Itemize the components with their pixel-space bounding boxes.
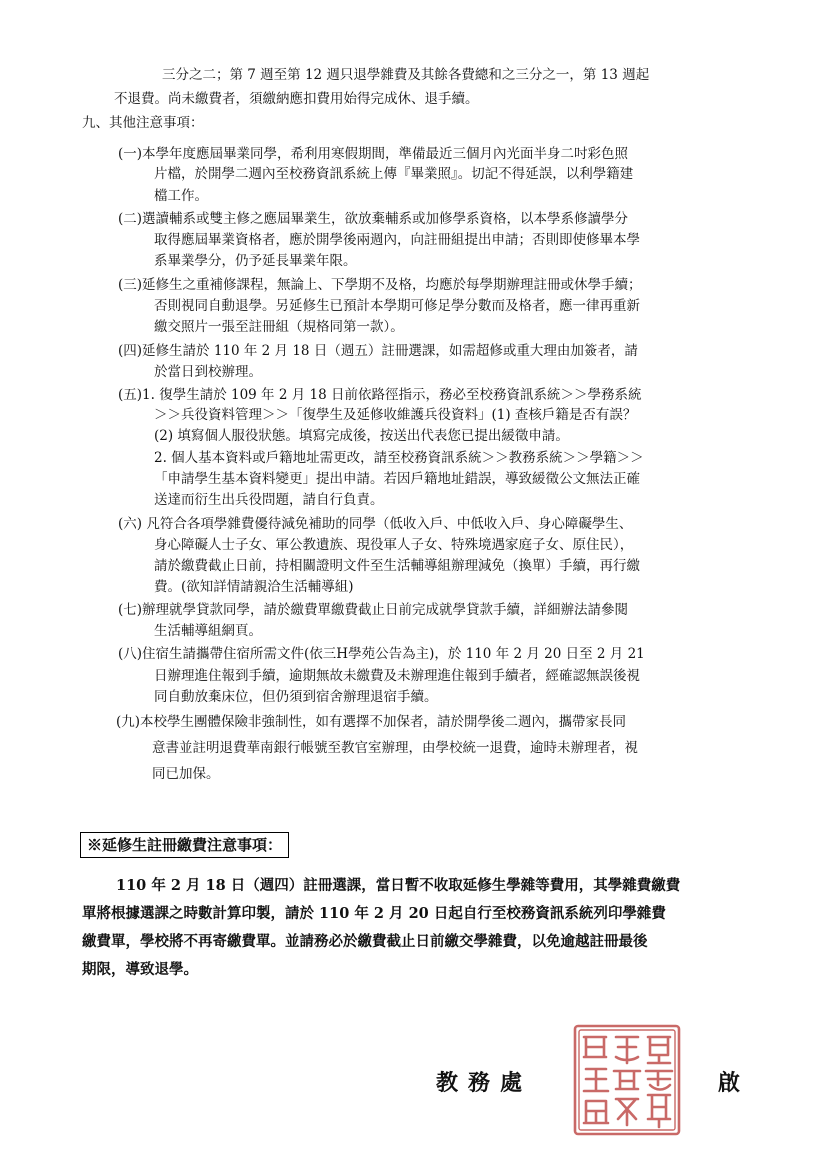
text-line: 三分之二；第 7 週至第 12 週只退學雜費及其餘各費總和之三分之一，第 13 週起	[162, 67, 650, 83]
text-line: 身心障礙人士子女、軍公教遺族、現役軍人子女、特殊境遇家庭子女、原住民），	[154, 537, 634, 553]
section-heading: 九、其他注意事項：	[82, 115, 204, 131]
text-line: 繳交照片一張至註冊組（規格同第一款）。	[154, 319, 404, 335]
text-line: 取得應屆畢業資格者，應於開學後兩週內，向註冊組提出申請；否則即使修畢本學	[154, 232, 640, 248]
text-line: 否則視同自動退學。另延修生已預計本學期可修足學分數而及格者，應一律再重新	[154, 298, 640, 314]
list-item-5: (五)1. 復學生請於 109 年 2 月 18 日前依路徑指示，務必至校務資訊系統＞＞學務系統	[118, 387, 642, 403]
text-line: 「申請學生基本資料變更」提出申請。若因戶籍地址錯誤，導致緩徵公文無法正確	[154, 471, 640, 487]
text-line: 檔工作。	[154, 188, 208, 204]
list-item-3: (三)延修生之重補修課程，無論上、下學期不及格，均應於每學期辦理註冊或休學手續；	[118, 277, 642, 293]
signature-office: 教務處	[436, 1070, 533, 1096]
text-line: 系畢業學分，仍予延長畢業年限。	[154, 253, 357, 269]
list-item-4: (四)延修生請於 110 年 2 月 18 日（週五）註冊選課，如需超修或重大理由加簽者，請	[118, 343, 638, 359]
signature-closing: 啟	[718, 1070, 751, 1096]
notice-line: 繳費單，學校將不再寄繳費單。並請務必於繳費截止日前繳交學雜費，以免逾越註冊最後	[82, 933, 648, 950]
text-line: 於當日到校辦理。	[154, 364, 262, 380]
notice-line: 期限，導致退學。	[82, 961, 198, 978]
list-item-6: (六) 凡符合各項學雜費優待減免補助的同學（低收入戶、中低收入戶、身心障礙學生、	[118, 516, 633, 532]
text-line: (2) 填寫個人服役狀態。填寫完成後，按送出代表您已提出緩徵申請。	[154, 428, 569, 444]
text-line: 費。(欲知詳情請親洽生活輔導組)	[154, 579, 354, 595]
official-seal-stamp	[572, 1023, 682, 1137]
text-line: 2. 個人基本資料或戶籍地址需更改，請至校務資訊系統＞＞教務系統＞＞學籍＞＞	[154, 450, 644, 466]
list-item-1: (一)本學年度應屆畢業同學，希利用寒假期間，準備最近三個月內光面半身二吋彩色照	[118, 146, 629, 162]
text-line: 片檔，於開學二週內至校務資訊系統上傳『畢業照』。切記不得延誤，以利學籍建	[154, 166, 634, 182]
text-line: 請於繳費截止日前，持相關證明文件至生活輔導組辦理減免（換單）手續，再行繳	[154, 558, 640, 574]
text-line: 同已加保。	[152, 766, 220, 782]
text-line: 意書並註明退費華南銀行帳號至教官室辦理，由學校統一退費，逾時未辦理者，視	[152, 740, 638, 756]
text-line: ＞＞兵役資料管理＞＞「復學生及延修收維護兵役資料」(1) 查核戶籍是否有誤？	[154, 407, 637, 423]
text-line: 生活輔導組網頁。	[154, 623, 262, 639]
text-line: 不退費。尚未繳費者，須繳納應扣費用始得完成休、退手續。	[114, 91, 479, 107]
notice-line: 110 年 2 月 18 日（週四）註冊選課，當日暫不收取延修生學雜等費用，其學雜費繳費	[116, 877, 681, 894]
list-item-8: (八)住宿生請攜帶住宿所需文件(依三H學苑公告為主)，於 110 年 2 月 20 日至 2 月 21	[118, 646, 645, 662]
text-line: 送達而衍生出兵役問題，請自行負責。	[154, 492, 384, 508]
notice-line: 單將根據選課之時數計算印製，請於 110 年 2 月 20 日起自行至校務資訊系統列印學雜費	[82, 905, 666, 922]
text-line: 日辦理進住報到手續，逾期無故未繳費及未辦理進住報到手續者，經確認無誤後視	[154, 668, 640, 684]
list-item-9: (九)本校學生團體保險非強制性，如有選擇不加保者，請於開學後二週內，攜帶家長同	[116, 714, 627, 730]
list-item-7: (七)辦理就學貸款同學，請於繳費單繳費截止日前完成就學貸款手續，詳細辦法請參閱	[118, 602, 629, 618]
notice-heading: ※延修生註冊繳費注意事項：	[80, 832, 289, 858]
list-item-2: (二)選讀輔系或雙主修之應屆畢業生，欲放棄輔系或加修學系資格，以本學系修讀學分	[118, 211, 629, 227]
text-line: 同自動放棄床位，但仍須到宿舍辦理退宿手續。	[154, 689, 438, 705]
